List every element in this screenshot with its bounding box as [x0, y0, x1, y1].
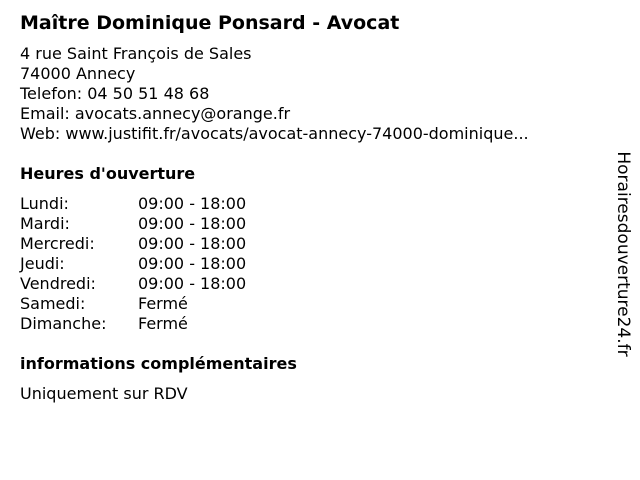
- hours-row-sunday: [20, 314, 246, 334]
- hours-row-monday: [20, 194, 246, 214]
- hours-row-friday: [20, 274, 246, 294]
- day-label: Mercredi:: [20, 234, 95, 253]
- web-line: Web: www.justifit.fr/avocats/avocat-annecy-74000-dominique...: [20, 124, 529, 143]
- page-title: Maître Dominique Ponsard - Avocat: [20, 12, 400, 34]
- time-value: 09:00 - 18:00: [138, 274, 247, 293]
- time-value: 09:00 - 18:00: [138, 194, 247, 213]
- info-text: Uniquement sur RDV: [20, 384, 188, 403]
- time-value: 09:00 - 18:00: [138, 234, 247, 253]
- brand-watermark: Horairesdouverture24.fr: [613, 151, 633, 357]
- email-line: Email: avocats.annecy@orange.fr: [20, 104, 291, 123]
- time-value: Fermé: [138, 294, 188, 313]
- opening-hours-table: [20, 194, 246, 334]
- hours-row-wednesday: [20, 234, 246, 254]
- day-label: Samedi:: [20, 294, 86, 313]
- contact-block: [20, 44, 529, 144]
- hours-row-saturday: [20, 294, 246, 314]
- day-label: Mardi:: [20, 214, 70, 233]
- time-value: 09:00 - 18:00: [138, 254, 247, 273]
- info-heading: informations complémentaires: [20, 354, 297, 373]
- day-label: Vendredi:: [20, 274, 96, 293]
- hours-row-tuesday: [20, 214, 246, 234]
- phone-line: Telefon: 04 50 51 48 68: [20, 84, 210, 103]
- day-label: Dimanche:: [20, 314, 107, 333]
- hours-heading: Heures d'ouverture: [20, 164, 196, 183]
- time-value: 09:00 - 18:00: [138, 214, 247, 233]
- day-label: Lundi:: [20, 194, 69, 213]
- time-value: Fermé: [138, 314, 188, 333]
- day-label: Jeudi:: [20, 254, 65, 273]
- address-city: 74000 Annecy: [20, 64, 136, 83]
- address-street: 4 rue Saint François de Sales: [20, 44, 252, 63]
- hours-row-thursday: [20, 254, 246, 274]
